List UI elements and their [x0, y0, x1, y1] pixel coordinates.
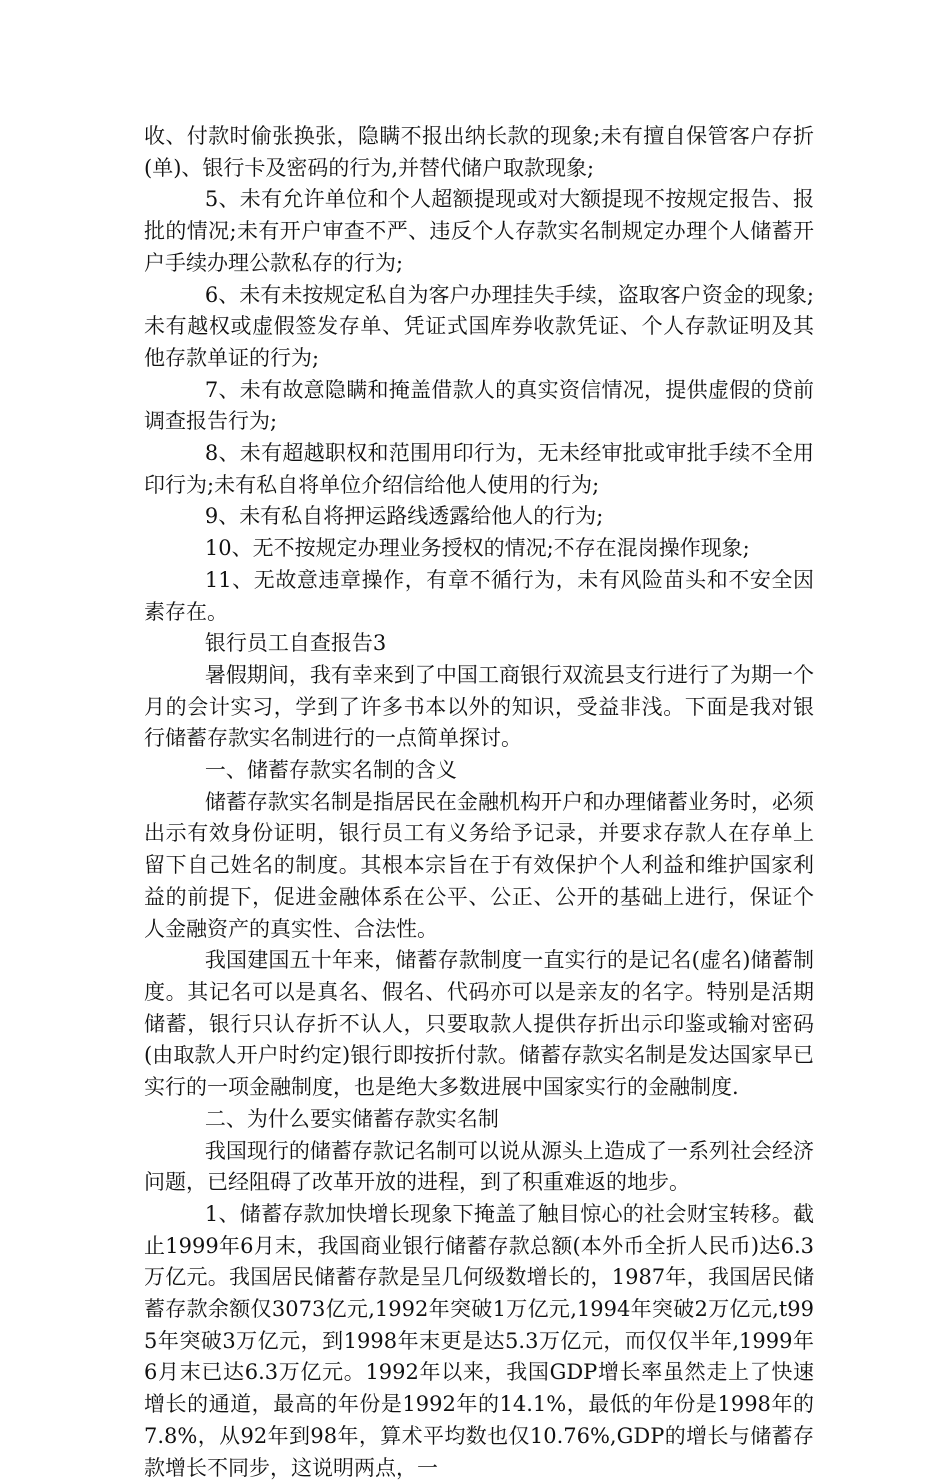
paragraph: 暑假期间，我有幸来到了中国工商银行双流县支行进行了为期一个月的会计实习，学到了许多书本以外的知识，受益非浅。下面是我对银行储蓄存款实名制进行的一点简单探讨。 — [144, 662, 814, 751]
section-title: 银行员工自查报告3 — [204, 631, 387, 656]
paragraph: 我国现行的储蓄存款记名制可以说从源头上造成了一系列社会经济问题，已经阻碍了改革开放的进程，到了积重难返的地步。 — [144, 1138, 814, 1195]
paragraph: 10、无不按规定办理业务授权的情况;不存在混岗操作现象; — [204, 536, 750, 561]
section-heading: 二、为什么要实储蓄存款实名制 — [204, 1106, 499, 1131]
paragraph: 5、未有允许单位和个人超额提现或对大额提现不按规定报告、报批的情况;未有开户审查不严、违反个人存款实名制规定办理个人储蓄开户手续办理公款私存的行为; — [144, 187, 814, 275]
document-page — [144, 121, 814, 1484]
paragraph: 9、未有私自将押运路线透露给他人的行为; — [204, 504, 604, 529]
paragraph: 收、付款时偷张换张，隐瞒不报出纳长款的现象;未有擅自保管客户存折(单)、银行卡及密码的行为,并替代储户取款现象; — [144, 124, 814, 180]
paragraph: 1、储蓄存款加快增长现象下掩盖了触目惊心的社会财宝转移。截止1999年6月末，我国商业银行储蓄存款总额(本外币全折人民币)达6.3万亿元。我国居民储蓄存款是呈几何级数增长的，1987年，我国居民储蓄存款余额仅3073亿元,1992年突破1万亿元,1994年突破2万亿元,t995年突破3万亿元，到1998年末更是达5.3万亿元，而仅仅半年,1999年6月末已达6.3万亿元。1992年以来，我国GDP增长率虽然走上了快速增长的通道，最高的年份是1992年的14.1%，最低的年份是1998年的7.8%，从92年到98年，算术平均数也仅10.76%,GDP的增长与储蓄存款增长不同步，这说明两点，一 — [144, 1201, 814, 1480]
section-heading: 一、储蓄存款实名制的含义 — [204, 758, 457, 783]
paragraph: 6、未有未按规定私自为客户办理挂失手续，盗取客户资金的现象;未有越权或虚假签发存单、凭证式国库券收款凭证、个人存款证明及其他存款单证的行为; — [144, 282, 814, 370]
paragraph: 7、未有故意隐瞒和掩盖借款人的真实资信情况，提供虚假的贷前调查报告行为; — [144, 377, 814, 434]
paragraph: 8、未有超越职权和范围用印行为，无未经审批或审批手续不全用印行为;未有私自将单位介绍信给他人使用的行为; — [144, 441, 814, 497]
paragraph: 我国建国五十年来，储蓄存款制度一直实行的是记名(虚名)储蓄制度。其记名可以是真名、假名、代码亦可以是亲友的名字。特别是活期储蓄，银行只认存折不认人，只要取款人提供存折出示印鉴或输对密码(由取款人开户时约定)银行即按折付款。储蓄存款实名制是发达国家早已实行的一项金融制度，也是绝大多数进展中国家实行的金融制度. — [144, 948, 814, 1100]
paragraph: 11、无故意违章操作，有章不循行为，未有风险苗头和不安全因素存在。 — [144, 567, 814, 624]
paragraph: 储蓄存款实名制是指居民在金融机构开户和办理储蓄业务时，必须出示有效身份证明，银行员工有义务给予记录，并要求存款人在存单上留下自己姓名的制度。其根本宗旨在于有效保护个人利益和维护国家利益的前提下，促进金融体系在公平、公正、公开的基础上进行，保证个人金融资产的真实性、合法性。 — [144, 789, 814, 941]
